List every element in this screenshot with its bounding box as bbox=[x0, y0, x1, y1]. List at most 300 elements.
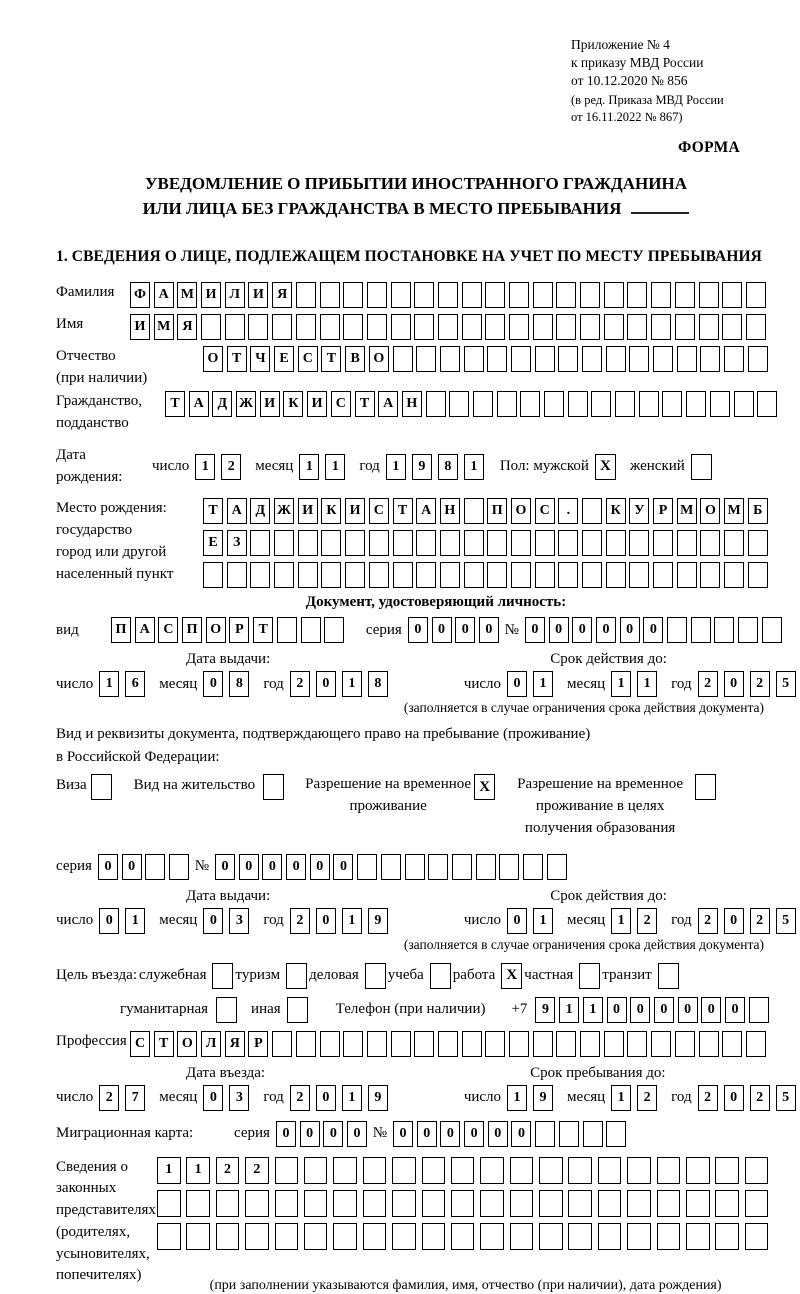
char-box[interactable] bbox=[369, 562, 389, 588]
char-box[interactable]: 3 bbox=[229, 908, 249, 934]
char-box[interactable] bbox=[485, 314, 505, 340]
char-box[interactable]: 2 bbox=[637, 908, 657, 934]
char-box[interactable] bbox=[451, 1157, 475, 1184]
char-box[interactable] bbox=[662, 391, 682, 417]
char-box[interactable] bbox=[558, 562, 578, 588]
char-box[interactable] bbox=[363, 1190, 387, 1217]
char-box[interactable] bbox=[216, 1223, 240, 1250]
char-box[interactable] bbox=[440, 530, 460, 556]
char-box[interactable]: Ж bbox=[274, 498, 294, 524]
char-box[interactable] bbox=[321, 562, 341, 588]
char-box[interactable]: 1 bbox=[99, 671, 119, 697]
char-box[interactable] bbox=[203, 562, 223, 588]
char-box[interactable]: 1 bbox=[342, 908, 362, 934]
char-box[interactable] bbox=[405, 854, 425, 880]
char-box[interactable]: 0 bbox=[507, 908, 527, 934]
char-box[interactable]: А bbox=[189, 391, 209, 417]
char-box[interactable]: 0 bbox=[654, 997, 674, 1023]
char-box[interactable]: Н bbox=[440, 498, 460, 524]
char-box[interactable] bbox=[509, 314, 529, 340]
char-box[interactable]: 2 bbox=[290, 908, 310, 934]
char-box[interactable] bbox=[757, 391, 777, 417]
char-box[interactable]: 0 bbox=[440, 1121, 460, 1147]
char-box[interactable] bbox=[568, 1190, 592, 1217]
char-box[interactable]: 1 bbox=[611, 1085, 631, 1111]
char-box[interactable] bbox=[691, 617, 711, 643]
char-box[interactable] bbox=[653, 530, 673, 556]
char-box[interactable] bbox=[476, 854, 496, 880]
char-box[interactable]: 1 bbox=[157, 1157, 181, 1184]
char-box[interactable]: 0 bbox=[323, 1121, 343, 1147]
char-box[interactable] bbox=[381, 854, 401, 880]
char-box[interactable]: 2 bbox=[290, 671, 310, 697]
purpose-tourism-checkbox[interactable] bbox=[286, 963, 307, 989]
char-box[interactable] bbox=[296, 314, 316, 340]
char-box[interactable] bbox=[414, 282, 434, 308]
char-box[interactable] bbox=[320, 1031, 340, 1057]
char-box[interactable] bbox=[511, 346, 531, 372]
char-box[interactable] bbox=[304, 1190, 328, 1217]
char-box[interactable] bbox=[509, 1031, 529, 1057]
char-box[interactable]: 1 bbox=[533, 908, 553, 934]
char-box[interactable] bbox=[653, 562, 673, 588]
char-box[interactable] bbox=[700, 562, 720, 588]
char-box[interactable]: 2 bbox=[290, 1085, 310, 1111]
char-box[interactable]: 8 bbox=[368, 671, 388, 697]
char-box[interactable] bbox=[523, 854, 543, 880]
char-box[interactable] bbox=[393, 530, 413, 556]
char-box[interactable] bbox=[391, 314, 411, 340]
char-box[interactable] bbox=[745, 1223, 769, 1250]
char-box[interactable] bbox=[724, 562, 744, 588]
purpose-official-checkbox[interactable] bbox=[212, 963, 233, 989]
char-box[interactable] bbox=[606, 562, 626, 588]
char-box[interactable] bbox=[539, 1190, 563, 1217]
char-box[interactable]: Р bbox=[248, 1031, 268, 1057]
char-box[interactable] bbox=[343, 282, 363, 308]
char-box[interactable]: 1 bbox=[325, 454, 345, 480]
char-box[interactable]: 1 bbox=[464, 454, 484, 480]
char-box[interactable]: 1 bbox=[559, 997, 579, 1023]
char-box[interactable]: 1 bbox=[386, 454, 406, 480]
char-box[interactable]: 0 bbox=[239, 854, 259, 880]
char-box[interactable] bbox=[250, 530, 270, 556]
char-box[interactable]: 0 bbox=[347, 1121, 367, 1147]
char-box[interactable]: 5 bbox=[776, 671, 796, 697]
char-box[interactable] bbox=[582, 562, 602, 588]
char-box[interactable] bbox=[298, 562, 318, 588]
char-box[interactable] bbox=[245, 1223, 269, 1250]
char-box[interactable] bbox=[499, 854, 519, 880]
char-box[interactable]: А bbox=[154, 282, 174, 308]
char-box[interactable] bbox=[568, 391, 588, 417]
char-box[interactable]: 0 bbox=[408, 617, 428, 643]
char-box[interactable]: Н bbox=[402, 391, 422, 417]
char-box[interactable] bbox=[275, 1190, 299, 1217]
char-box[interactable] bbox=[462, 314, 482, 340]
char-box[interactable] bbox=[738, 617, 758, 643]
char-box[interactable] bbox=[487, 562, 507, 588]
char-box[interactable]: 0 bbox=[724, 908, 744, 934]
char-box[interactable] bbox=[296, 1031, 316, 1057]
char-box[interactable] bbox=[250, 562, 270, 588]
char-box[interactable] bbox=[675, 314, 695, 340]
char-box[interactable]: Ч bbox=[250, 346, 270, 372]
char-box[interactable]: 1 bbox=[583, 997, 603, 1023]
char-box[interactable]: 0 bbox=[464, 1121, 484, 1147]
char-box[interactable]: 9 bbox=[368, 1085, 388, 1111]
char-box[interactable]: Ф bbox=[130, 282, 150, 308]
char-box[interactable] bbox=[686, 1157, 710, 1184]
char-box[interactable]: О bbox=[203, 346, 223, 372]
char-box[interactable] bbox=[497, 391, 517, 417]
char-box[interactable]: С bbox=[369, 498, 389, 524]
char-box[interactable] bbox=[345, 530, 365, 556]
char-box[interactable] bbox=[606, 1121, 626, 1147]
char-box[interactable]: Т bbox=[203, 498, 223, 524]
char-box[interactable]: Т bbox=[253, 617, 273, 643]
char-box[interactable]: 0 bbox=[507, 671, 527, 697]
char-box[interactable] bbox=[749, 997, 769, 1023]
char-box[interactable] bbox=[591, 391, 611, 417]
char-box[interactable]: 0 bbox=[572, 617, 592, 643]
char-box[interactable] bbox=[604, 282, 624, 308]
char-box[interactable]: О bbox=[177, 1031, 197, 1057]
char-box[interactable]: И bbox=[307, 391, 327, 417]
char-box[interactable]: П bbox=[487, 498, 507, 524]
char-box[interactable] bbox=[485, 1031, 505, 1057]
char-box[interactable] bbox=[245, 1190, 269, 1217]
char-box[interactable]: Ж bbox=[236, 391, 256, 417]
char-box[interactable] bbox=[722, 1031, 742, 1057]
char-box[interactable] bbox=[657, 1157, 681, 1184]
char-box[interactable] bbox=[225, 314, 245, 340]
char-box[interactable]: 0 bbox=[479, 617, 499, 643]
char-box[interactable]: 0 bbox=[276, 1121, 296, 1147]
char-box[interactable] bbox=[651, 1031, 671, 1057]
char-box[interactable]: 1 bbox=[533, 671, 553, 697]
char-box[interactable] bbox=[452, 854, 472, 880]
char-box[interactable]: З bbox=[227, 530, 247, 556]
char-box[interactable] bbox=[392, 1223, 416, 1250]
char-box[interactable]: 1 bbox=[186, 1157, 210, 1184]
char-box[interactable] bbox=[216, 1190, 240, 1217]
char-box[interactable] bbox=[422, 1190, 446, 1217]
char-box[interactable] bbox=[582, 346, 602, 372]
char-box[interactable]: А bbox=[227, 498, 247, 524]
char-box[interactable]: С bbox=[298, 346, 318, 372]
char-box[interactable] bbox=[677, 346, 697, 372]
char-box[interactable] bbox=[639, 391, 659, 417]
char-box[interactable]: М bbox=[677, 498, 697, 524]
char-box[interactable] bbox=[438, 1031, 458, 1057]
char-box[interactable]: 0 bbox=[511, 1121, 531, 1147]
char-box[interactable]: С bbox=[158, 617, 178, 643]
char-box[interactable] bbox=[539, 1157, 563, 1184]
char-box[interactable] bbox=[651, 314, 671, 340]
char-box[interactable] bbox=[533, 314, 553, 340]
char-box[interactable] bbox=[438, 282, 458, 308]
char-box[interactable] bbox=[686, 1190, 710, 1217]
char-box[interactable] bbox=[277, 617, 297, 643]
char-box[interactable] bbox=[533, 1031, 553, 1057]
char-box[interactable] bbox=[568, 1223, 592, 1250]
char-box[interactable] bbox=[393, 562, 413, 588]
char-box[interactable] bbox=[629, 346, 649, 372]
char-box[interactable] bbox=[629, 530, 649, 556]
char-box[interactable] bbox=[627, 1190, 651, 1217]
char-box[interactable]: Е bbox=[274, 346, 294, 372]
char-box[interactable]: И bbox=[260, 391, 280, 417]
char-box[interactable]: 9 bbox=[533, 1085, 553, 1111]
char-box[interactable] bbox=[511, 530, 531, 556]
char-box[interactable] bbox=[304, 1157, 328, 1184]
char-box[interactable] bbox=[686, 1223, 710, 1250]
char-box[interactable] bbox=[274, 530, 294, 556]
char-box[interactable]: 0 bbox=[215, 854, 235, 880]
char-box[interactable] bbox=[304, 1223, 328, 1250]
char-box[interactable] bbox=[724, 530, 744, 556]
char-box[interactable]: И bbox=[201, 282, 221, 308]
char-box[interactable]: 2 bbox=[99, 1085, 119, 1111]
char-box[interactable] bbox=[343, 314, 363, 340]
char-box[interactable] bbox=[657, 1223, 681, 1250]
char-box[interactable] bbox=[677, 562, 697, 588]
char-box[interactable] bbox=[392, 1190, 416, 1217]
char-box[interactable]: . bbox=[558, 498, 578, 524]
char-box[interactable]: Я bbox=[177, 314, 197, 340]
char-box[interactable] bbox=[464, 498, 484, 524]
char-box[interactable]: 2 bbox=[698, 1085, 718, 1111]
char-box[interactable] bbox=[699, 282, 719, 308]
char-box[interactable]: О bbox=[369, 346, 389, 372]
char-box[interactable] bbox=[746, 314, 766, 340]
char-box[interactable] bbox=[734, 391, 754, 417]
char-box[interactable]: 0 bbox=[316, 671, 336, 697]
char-box[interactable] bbox=[568, 1157, 592, 1184]
char-box[interactable]: 0 bbox=[432, 617, 452, 643]
char-box[interactable]: Л bbox=[201, 1031, 221, 1057]
char-box[interactable] bbox=[487, 346, 507, 372]
char-box[interactable] bbox=[274, 562, 294, 588]
char-box[interactable]: А bbox=[416, 498, 436, 524]
char-box[interactable]: М bbox=[177, 282, 197, 308]
visa-checkbox[interactable] bbox=[91, 774, 112, 800]
char-box[interactable]: Т bbox=[355, 391, 375, 417]
char-box[interactable] bbox=[699, 314, 719, 340]
char-box[interactable] bbox=[627, 314, 647, 340]
char-box[interactable]: 0 bbox=[724, 1085, 744, 1111]
char-box[interactable] bbox=[677, 530, 697, 556]
char-box[interactable]: 9 bbox=[412, 454, 432, 480]
char-box[interactable]: 0 bbox=[316, 1085, 336, 1111]
char-box[interactable]: Е bbox=[203, 530, 223, 556]
char-box[interactable]: 2 bbox=[750, 671, 770, 697]
char-box[interactable] bbox=[627, 1031, 647, 1057]
char-box[interactable] bbox=[629, 562, 649, 588]
char-box[interactable] bbox=[700, 530, 720, 556]
char-box[interactable] bbox=[464, 530, 484, 556]
char-box[interactable]: 0 bbox=[596, 617, 616, 643]
char-box[interactable] bbox=[414, 314, 434, 340]
char-box[interactable] bbox=[416, 562, 436, 588]
char-box[interactable]: 9 bbox=[535, 997, 555, 1023]
char-box[interactable] bbox=[598, 1190, 622, 1217]
char-box[interactable] bbox=[675, 1031, 695, 1057]
char-box[interactable] bbox=[428, 854, 448, 880]
char-box[interactable] bbox=[473, 391, 493, 417]
char-box[interactable] bbox=[745, 1190, 769, 1217]
char-box[interactable] bbox=[556, 314, 576, 340]
char-box[interactable] bbox=[748, 346, 768, 372]
char-box[interactable]: 5 bbox=[776, 908, 796, 934]
char-box[interactable]: Т bbox=[393, 498, 413, 524]
char-box[interactable] bbox=[393, 346, 413, 372]
char-box[interactable]: 1 bbox=[611, 671, 631, 697]
char-box[interactable]: 2 bbox=[221, 454, 241, 480]
char-box[interactable] bbox=[462, 282, 482, 308]
residence-permit-checkbox[interactable] bbox=[263, 774, 284, 800]
char-box[interactable]: Т bbox=[321, 346, 341, 372]
char-box[interactable] bbox=[391, 1031, 411, 1057]
char-box[interactable]: 0 bbox=[203, 1085, 223, 1111]
char-box[interactable]: 1 bbox=[125, 908, 145, 934]
purpose-humanitarian-checkbox[interactable] bbox=[216, 997, 237, 1023]
char-box[interactable]: 1 bbox=[195, 454, 215, 480]
char-box[interactable] bbox=[675, 282, 695, 308]
char-box[interactable] bbox=[369, 530, 389, 556]
char-box[interactable] bbox=[227, 562, 247, 588]
temp-residence-education-checkbox[interactable] bbox=[695, 774, 716, 800]
char-box[interactable]: О bbox=[511, 498, 531, 524]
char-box[interactable] bbox=[367, 1031, 387, 1057]
char-box[interactable] bbox=[535, 562, 555, 588]
char-box[interactable] bbox=[367, 282, 387, 308]
char-box[interactable] bbox=[145, 854, 165, 880]
char-box[interactable]: 0 bbox=[203, 671, 223, 697]
char-box[interactable]: А bbox=[135, 617, 155, 643]
char-box[interactable] bbox=[272, 1031, 292, 1057]
char-box[interactable]: 0 bbox=[455, 617, 475, 643]
char-box[interactable]: 9 bbox=[368, 908, 388, 934]
sex-female-checkbox[interactable] bbox=[691, 454, 712, 480]
char-box[interactable] bbox=[438, 314, 458, 340]
char-box[interactable]: 0 bbox=[620, 617, 640, 643]
char-box[interactable] bbox=[422, 1157, 446, 1184]
char-box[interactable] bbox=[582, 530, 602, 556]
char-box[interactable] bbox=[627, 1157, 651, 1184]
char-box[interactable] bbox=[667, 617, 687, 643]
char-box[interactable] bbox=[533, 282, 553, 308]
char-box[interactable] bbox=[657, 1190, 681, 1217]
char-box[interactable] bbox=[745, 1157, 769, 1184]
char-box[interactable] bbox=[321, 530, 341, 556]
char-box[interactable] bbox=[559, 1121, 579, 1147]
char-box[interactable] bbox=[598, 1223, 622, 1250]
purpose-transit-checkbox[interactable] bbox=[658, 963, 679, 989]
char-box[interactable] bbox=[509, 282, 529, 308]
char-box[interactable] bbox=[333, 1190, 357, 1217]
char-box[interactable]: 3 bbox=[229, 1085, 249, 1111]
char-box[interactable]: 8 bbox=[229, 671, 249, 697]
char-box[interactable]: 0 bbox=[286, 854, 306, 880]
char-box[interactable]: К bbox=[283, 391, 303, 417]
char-box[interactable]: 1 bbox=[342, 1085, 362, 1111]
char-box[interactable]: С bbox=[130, 1031, 150, 1057]
char-box[interactable] bbox=[440, 562, 460, 588]
char-box[interactable]: 0 bbox=[417, 1121, 437, 1147]
char-box[interactable] bbox=[583, 1121, 603, 1147]
char-box[interactable] bbox=[604, 314, 624, 340]
char-box[interactable] bbox=[604, 1031, 624, 1057]
purpose-business-checkbox[interactable] bbox=[365, 963, 386, 989]
char-box[interactable] bbox=[449, 391, 469, 417]
char-box[interactable] bbox=[539, 1223, 563, 1250]
purpose-other-checkbox[interactable] bbox=[287, 997, 308, 1023]
char-box[interactable] bbox=[480, 1190, 504, 1217]
char-box[interactable] bbox=[535, 530, 555, 556]
char-box[interactable] bbox=[627, 282, 647, 308]
char-box[interactable]: Д bbox=[212, 391, 232, 417]
char-box[interactable] bbox=[615, 391, 635, 417]
char-box[interactable]: П bbox=[182, 617, 202, 643]
char-box[interactable] bbox=[606, 346, 626, 372]
purpose-work-checkbox[interactable]: X bbox=[501, 963, 522, 989]
char-box[interactable] bbox=[320, 282, 340, 308]
char-box[interactable] bbox=[464, 562, 484, 588]
char-box[interactable] bbox=[357, 854, 377, 880]
char-box[interactable]: И bbox=[130, 314, 150, 340]
char-box[interactable] bbox=[606, 530, 626, 556]
char-box[interactable] bbox=[333, 1157, 357, 1184]
char-box[interactable] bbox=[520, 391, 540, 417]
purpose-private-checkbox[interactable] bbox=[579, 963, 600, 989]
char-box[interactable] bbox=[157, 1190, 181, 1217]
char-box[interactable]: 0 bbox=[203, 908, 223, 934]
char-box[interactable]: 1 bbox=[507, 1085, 527, 1111]
char-box[interactable]: 0 bbox=[607, 997, 627, 1023]
char-box[interactable] bbox=[296, 282, 316, 308]
char-box[interactable]: Р bbox=[653, 498, 673, 524]
char-box[interactable] bbox=[535, 1121, 555, 1147]
char-box[interactable] bbox=[556, 1031, 576, 1057]
char-box[interactable] bbox=[451, 1190, 475, 1217]
char-box[interactable]: 0 bbox=[316, 908, 336, 934]
char-box[interactable] bbox=[440, 346, 460, 372]
char-box[interactable] bbox=[510, 1157, 534, 1184]
char-box[interactable]: С bbox=[535, 498, 555, 524]
char-box[interactable] bbox=[722, 314, 742, 340]
char-box[interactable]: О bbox=[206, 617, 226, 643]
char-box[interactable]: 1 bbox=[299, 454, 319, 480]
char-box[interactable]: 0 bbox=[701, 997, 721, 1023]
char-box[interactable]: П bbox=[111, 617, 131, 643]
char-box[interactable]: В bbox=[345, 346, 365, 372]
char-box[interactable] bbox=[272, 314, 292, 340]
char-box[interactable]: 0 bbox=[725, 997, 745, 1023]
char-box[interactable] bbox=[722, 282, 742, 308]
char-box[interactable]: 6 bbox=[125, 671, 145, 697]
char-box[interactable]: М bbox=[724, 498, 744, 524]
char-box[interactable] bbox=[686, 391, 706, 417]
char-box[interactable]: 0 bbox=[122, 854, 142, 880]
char-box[interactable]: Р bbox=[229, 617, 249, 643]
char-box[interactable]: Я bbox=[225, 1031, 245, 1057]
char-box[interactable]: 0 bbox=[630, 997, 650, 1023]
char-box[interactable]: 2 bbox=[750, 1085, 770, 1111]
char-box[interactable] bbox=[462, 1031, 482, 1057]
char-box[interactable] bbox=[598, 1157, 622, 1184]
